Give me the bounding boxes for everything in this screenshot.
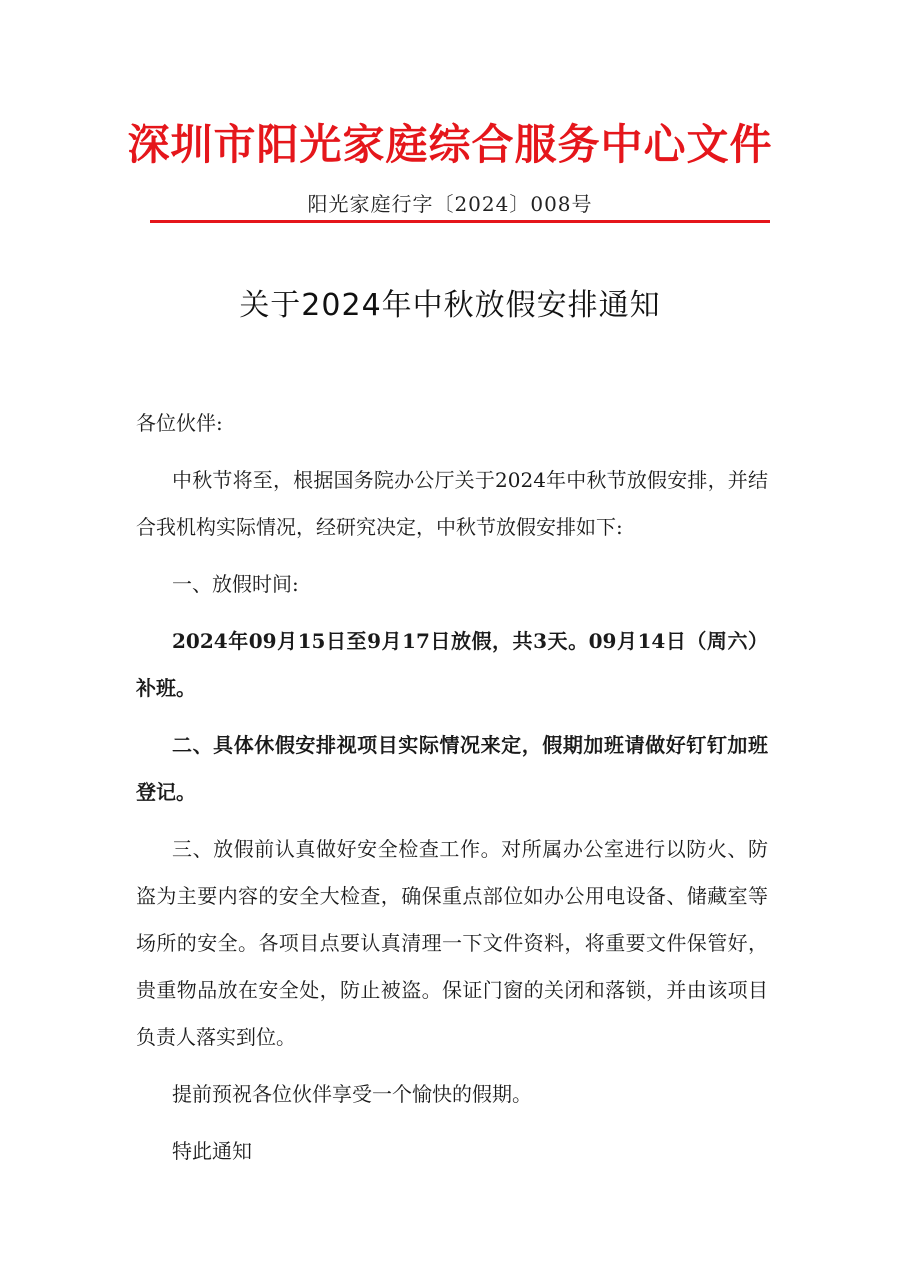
org-header-title: 深圳市阳光家庭综合服务中心文件 bbox=[127, 120, 773, 169]
header-red-divider bbox=[150, 220, 770, 223]
salutation: 各位伙伴: bbox=[136, 411, 223, 435]
wishes-paragraph: 提前预祝各位伙伴享受一个愉快的假期。 bbox=[172, 1082, 532, 1106]
closing-line: 特此通知 bbox=[172, 1139, 252, 1163]
section-3-paragraph: 三、放假前认真做好安全检查工作。对所属办公室进行以防火、防盗为主要内容的安全大检查，确保重点部位如办公用电设备、储藏室等场所的安全。各项目点要认真清理一下文件资料，将重要文件保管好，贵重物品放在安全处，防止被盗。保证门窗的关闭和落锁，并由该项目负责人落实到位。 bbox=[136, 837, 768, 1049]
intro-paragraph: 中秋节将至，根据国务院办公厅关于2024年中秋节放假安排，并结合我机构实际情况，经研究决定，中秋节放假安排如下: bbox=[136, 468, 768, 539]
notice-title: 关于2024年中秋放假安排通知 bbox=[239, 288, 661, 323]
section-1-heading: 一、放假时间: bbox=[172, 572, 299, 596]
document-number: 阳光家庭行字〔2024〕008号 bbox=[307, 192, 593, 216]
notice-body bbox=[136, 400, 768, 1175]
section-2-paragraph: 二、具体休假安排视项目实际情况来定，假期加班请做好钉钉加班登记。 bbox=[136, 733, 768, 804]
section-1-detail: 2024年09月15日至9月17日放假，共3天。09月14日（周六）补班。 bbox=[136, 629, 768, 700]
